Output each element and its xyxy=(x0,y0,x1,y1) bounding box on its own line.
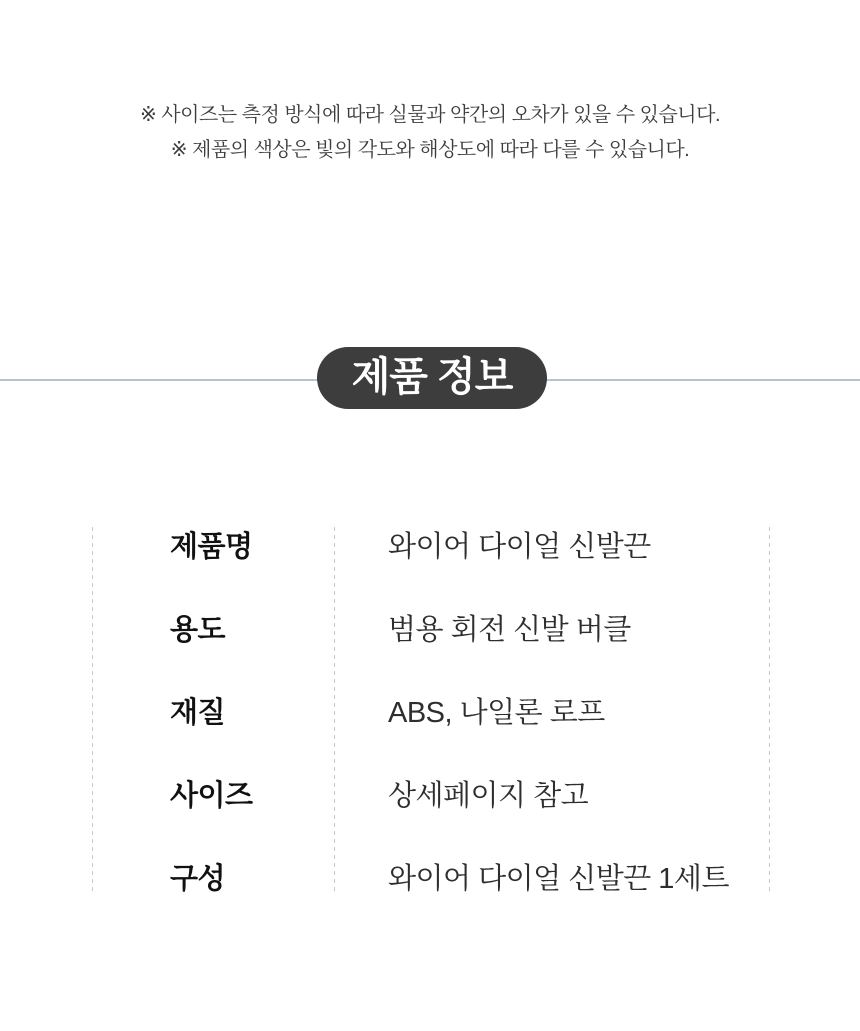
row-value: 와이어 다이얼 신발끈 xyxy=(388,530,651,563)
table-row-usage xyxy=(92,610,770,644)
row-label: 제품명 xyxy=(170,530,253,563)
row-value: 와이어 다이얼 신발끈 1세트 xyxy=(388,862,729,895)
row-label: 용도 xyxy=(170,613,226,646)
table-row-material xyxy=(92,693,770,727)
row-label: 구성 xyxy=(170,862,226,895)
section-title: 제품 정보 xyxy=(351,354,513,399)
table-row-product-name xyxy=(92,527,770,561)
section-title-badge xyxy=(317,347,547,409)
disclaimer-line-color: ※ 제품의 색상은 빛의 각도와 해상도에 따라 다를 수 있습니다. xyxy=(170,139,690,161)
table-row-composition xyxy=(92,859,770,893)
row-value: 상세페이지 참고 xyxy=(388,779,589,812)
disclaimer-line-size: ※ 사이즈는 측정 방식에 따라 실물과 약간의 오차가 있을 수 있습니다. xyxy=(139,104,721,126)
row-value: 범용 회전 신발 버클 xyxy=(388,613,631,646)
table-column-dashed-divider xyxy=(334,527,335,893)
table-right-dashed-border xyxy=(769,527,770,893)
row-value: ABS, 나일론 로프 xyxy=(388,696,605,729)
disclaimer-note xyxy=(0,98,860,168)
product-info-table xyxy=(92,527,770,893)
row-label: 사이즈 xyxy=(170,779,253,812)
row-label: 재질 xyxy=(170,696,226,729)
table-row-size xyxy=(92,776,770,810)
table-left-dashed-border xyxy=(92,527,93,893)
